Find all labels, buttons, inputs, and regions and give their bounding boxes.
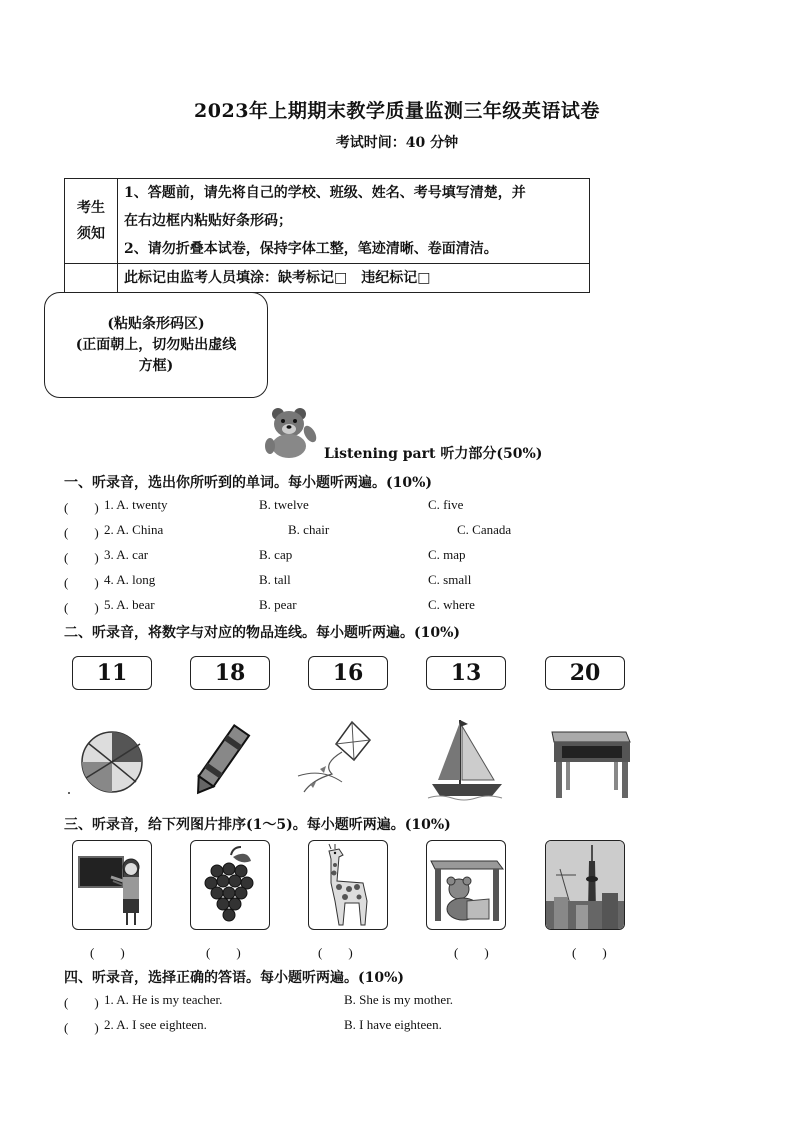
bear-under-desk-image bbox=[426, 840, 506, 930]
option-a: 2. A. China bbox=[104, 522, 164, 537]
option-c: C. map bbox=[428, 547, 466, 562]
option-a: 2. A. I see eighteen. bbox=[104, 1017, 207, 1032]
giraffe-image bbox=[308, 840, 388, 930]
order-answer-blank[interactable]: ( ) bbox=[572, 945, 607, 960]
number-box: 18 bbox=[190, 656, 270, 690]
exam-marker-row: 此标记由监考人员填涂：缺考标记□ 违纪标记□ bbox=[118, 264, 590, 293]
barcode-area: (粘贴条形码区) (正面朝上，切勿贴出虚线 方框) bbox=[44, 292, 268, 398]
exam-title: 2023年上期期末教学质量监测三年级英语试卷 bbox=[194, 100, 600, 122]
section-3-heading: 三、听录音，给下列图片排序(1～5)。每小题听两遍。(10%) bbox=[64, 817, 451, 833]
option-c: C. where bbox=[428, 597, 475, 612]
notice-label: 考生 须知 bbox=[65, 179, 118, 264]
number-box: 16 bbox=[308, 656, 388, 690]
notice-rule-1: 1、答题前，请先将自己的学校、班级、姓名、考号填写清楚，并 bbox=[118, 179, 590, 208]
answer-blank[interactable]: ( ) bbox=[64, 525, 99, 540]
ball-image bbox=[66, 718, 156, 802]
answer-blank[interactable]: ( ) bbox=[64, 575, 99, 590]
answer-blank[interactable]: ( ) bbox=[64, 995, 99, 1010]
option-c: C. small bbox=[428, 572, 472, 587]
tower-image bbox=[545, 840, 625, 930]
exam-duration: 考试时间：40 分钟 bbox=[335, 135, 459, 151]
crayon-image bbox=[176, 718, 266, 802]
option-a: 5. A. bear bbox=[104, 597, 155, 612]
order-answer-blank[interactable]: ( ) bbox=[454, 945, 489, 960]
number-box: 20 bbox=[545, 656, 625, 690]
answer-blank[interactable]: ( ) bbox=[64, 550, 99, 565]
listening-part-heading: Listening part 听力部分(50%) bbox=[324, 446, 543, 462]
boat-image bbox=[420, 718, 510, 802]
notice-table bbox=[64, 178, 590, 293]
option-b: B. chair bbox=[288, 522, 330, 537]
grapes-image bbox=[190, 840, 270, 930]
option-a: 1. A. twenty bbox=[104, 497, 168, 512]
option-b: B. I have eighteen. bbox=[344, 1017, 442, 1032]
option-b: B. pear bbox=[259, 597, 297, 612]
option-a: 4. A. long bbox=[104, 572, 156, 587]
section-4-heading: 四、听录音，选择正确的答语。每小题听两遍。(10%) bbox=[64, 970, 405, 986]
option-a: 1. A. He is my teacher. bbox=[104, 992, 223, 1007]
number-box: 13 bbox=[426, 656, 506, 690]
desk-image bbox=[544, 718, 634, 802]
option-b: B. tall bbox=[259, 572, 291, 587]
section-1-heading: 一、听录音，选出你所听到的单词。每小题听两遍。(10%) bbox=[64, 475, 433, 491]
teacher-image bbox=[72, 840, 152, 930]
option-a: 3. A. car bbox=[104, 547, 149, 562]
order-answer-blank[interactable]: ( ) bbox=[206, 945, 241, 960]
option-c: C. five bbox=[428, 497, 464, 512]
order-answer-blank[interactable]: ( ) bbox=[90, 945, 125, 960]
kite-image bbox=[292, 718, 382, 802]
order-answer-blank[interactable]: ( ) bbox=[318, 945, 353, 960]
section-2-heading: 二、听录音，将数字与对应的物品连线。每小题听两遍。(10%) bbox=[64, 625, 461, 641]
option-c: C. Canada bbox=[457, 522, 512, 537]
option-b: B. She is my mother. bbox=[344, 992, 454, 1007]
bear-icon bbox=[264, 406, 318, 458]
option-b: B. cap bbox=[259, 547, 293, 562]
notice-rule-2: 2、请勿折叠本试卷，保持字体工整，笔迹清晰、卷面清洁。 bbox=[118, 235, 590, 264]
answer-blank[interactable]: ( ) bbox=[64, 600, 99, 615]
answer-blank[interactable]: ( ) bbox=[64, 500, 99, 515]
notice-rule-1-cont: 在右边框内粘贴好条形码； bbox=[118, 207, 590, 235]
answer-blank[interactable]: ( ) bbox=[64, 1020, 99, 1035]
number-box: 11 bbox=[72, 656, 152, 690]
option-b: B. twelve bbox=[259, 497, 309, 512]
